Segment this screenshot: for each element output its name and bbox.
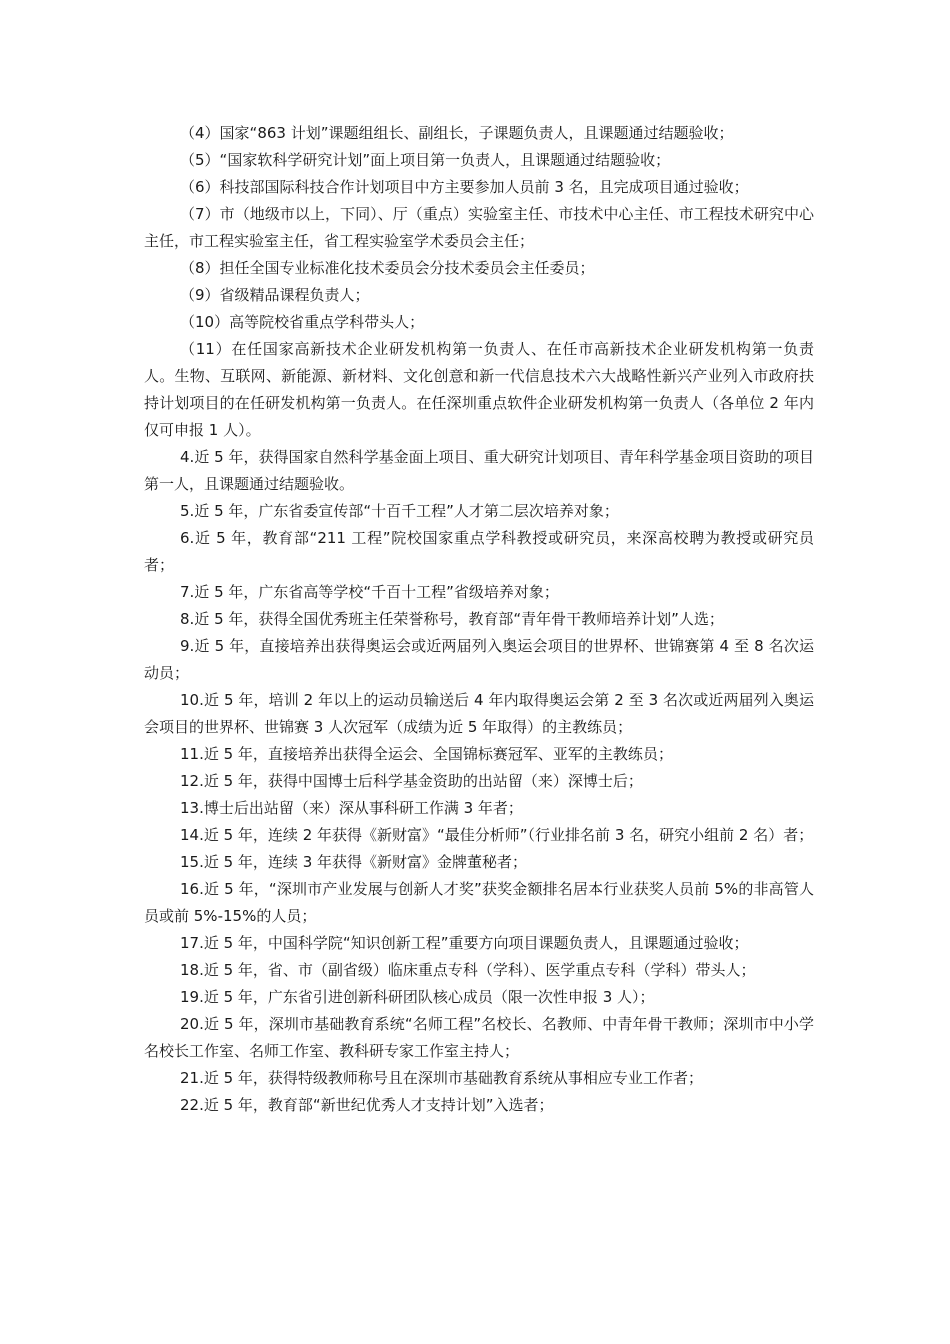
paragraph-clause-17: 17.近 5 年，中国科学院“知识创新工程”重要方向项目课题负责人，且课题通过验收； — [180, 934, 749, 952]
paragraph-clause-20: 20.近 5 年，深圳市基础教育系统“名师工程”名校长、名教师、中青年骨干教师；深圳市中小学名校长工作室、名师工作室、教科研专家工作室主持人； — [144, 1015, 814, 1060]
paragraph-item-6: （6）科技部国际科技合作计划项目中方主要参加人员前 3 名，且完成项目通过验收； — [180, 178, 749, 196]
paragraph-item-7: （7）市（地级市以上，下同）、厅（重点）实验室主任、市技术中心主任、市工程技术研究中心主任，市工程实验室主任，省工程实验室学术委员会主任； — [144, 205, 814, 250]
paragraph-clause-6: 6.近 5 年，教育部“211 工程”院校国家重点学科教授或研究员，来深高校聘为教授或研究员者； — [144, 529, 814, 574]
document-body — [144, 120, 814, 1119]
paragraph-item-10: （10）高等院校省重点学科带头人； — [180, 313, 425, 331]
paragraph-item-8: （8）担任全国专业标准化技术委员会分技术委员会主任委员； — [180, 259, 595, 277]
paragraph-clause-19: 19.近 5 年，广东省引进创新科研团队核心成员（限一次性申报 3 人）； — [180, 988, 655, 1006]
paragraph-clause-11: 11.近 5 年，直接培养出获得全运会、全国锦标赛冠军、亚军的主教练员； — [180, 745, 673, 763]
paragraph-item-9: （9）省级精品课程负责人； — [180, 286, 370, 304]
paragraph-clause-9: 9.近 5 年，直接培养出获得奥运会或近两届列入奥运会项目的世界杯、世锦赛第 4 至 8 名次运动员； — [144, 637, 814, 682]
paragraph-clause-21: 21.近 5 年，获得特级教师称号且在深圳市基础教育系统从事相应专业工作者； — [180, 1069, 703, 1087]
paragraph-item-5: （5）“国家软科学研究计划”面上项目第一负责人，且课题通过结题验收； — [180, 151, 671, 169]
paragraph-clause-4: 4.近 5 年，获得国家自然科学基金面上项目、重大研究计划项目、青年科学基金项目资助的项目第一人，且课题通过结题验收。 — [144, 448, 814, 493]
paragraph-clause-18: 18.近 5 年，省、市（副省级）临床重点专科（学科）、医学重点专科（学科）带头人； — [180, 961, 756, 979]
paragraph-item-4: （4）国家“863 计划”课题组组长、副组长，子课题负责人，且课题通过结题验收； — [180, 124, 734, 142]
paragraph-item-11: （11）在任国家高新技术企业研发机构第一负责人、在任市高新技术企业研发机构第一负责人。生物、互联网、新能源、新材料、文化创意和新一代信息技术六大战略性新兴产业列入市政府扶持计划项目的在任研发机构第一负责人。在任深圳重点软件企业研发机构第一负责人（各单位 2 年内仅可申报 1 人）。 — [144, 340, 814, 439]
paragraph-clause-7: 7.近 5 年，广东省高等学校“千百十工程”省级培养对象； — [180, 583, 559, 601]
paragraph-clause-13: 13.博士后出站留（来）深从事科研工作满 3 年者； — [180, 799, 523, 817]
paragraph-clause-14: 14.近 5 年，连续 2 年获得《新财富》“最佳分析师”（行业排名前 3 名，研究小组前 2 名）者； — [180, 826, 814, 844]
paragraph-clause-8: 8.近 5 年，获得全国优秀班主任荣誉称号，教育部“青年骨干教师培养计划”人选； — [180, 610, 724, 628]
paragraph-clause-16: 16.近 5 年，“深圳市产业发展与创新人才奖”获奖金额排名居本行业获奖人员前 5%的非高管人员或前 5%-15%的人员； — [144, 880, 814, 925]
paragraph-clause-5: 5.近 5 年，广东省委宣传部“十百千工程”人才第二层次培养对象； — [180, 502, 619, 520]
paragraph-clause-22: 22.近 5 年，教育部“新世纪优秀人才支持计划”入选者； — [180, 1096, 554, 1114]
paragraph-clause-12: 12.近 5 年，获得中国博士后科学基金资助的出站留（来）深博士后； — [180, 772, 643, 790]
paragraph-clause-10: 10.近 5 年，培训 2 年以上的运动员输送后 4 年内取得奥运会第 2 至 3 名次或近两届列入奥运会项目的世界杯、世锦赛 3 人次冠军（成绩为近 5 年取得）的主教练员； — [144, 691, 814, 736]
paragraph-clause-15: 15.近 5 年，连续 3 年获得《新财富》金牌董秘者； — [180, 853, 528, 871]
